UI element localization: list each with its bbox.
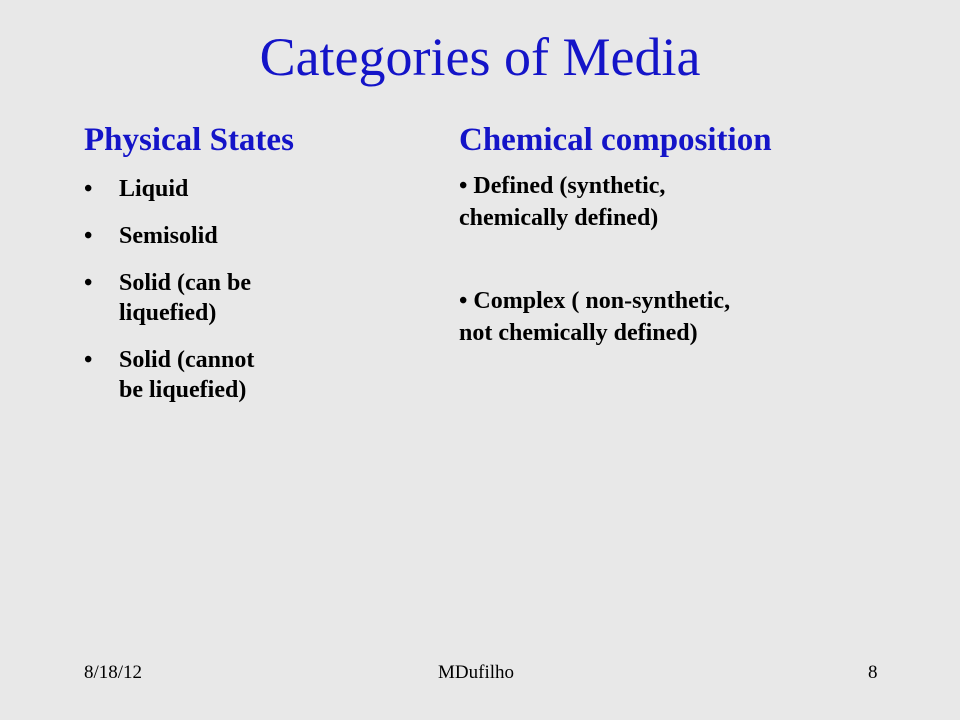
- list-item-label: Liquid: [119, 176, 189, 202]
- list-item-label: Complex ( non-synthetic,: [473, 288, 731, 314]
- physical-states-list: [84, 174, 324, 422]
- list-item-solid-non-liquefiable: [84, 345, 324, 405]
- bullet-icon: •: [84, 270, 93, 296]
- list-item-label-continued: be liquefied): [119, 377, 247, 403]
- list-item-semisolid: [84, 221, 324, 251]
- footer-date: 8/18/12: [84, 662, 143, 683]
- list-item-label-continued: liquefied): [119, 300, 217, 326]
- defined-media-item: [459, 170, 879, 234]
- footer-author: MDufilho: [438, 662, 514, 683]
- bullet-icon: •: [459, 288, 468, 314]
- list-item-label: Solid (can be: [119, 270, 252, 296]
- list-item-label-continued: not chemically defined): [459, 320, 698, 346]
- list-item-liquid: [84, 174, 324, 204]
- bullet-icon: •: [84, 223, 93, 249]
- list-item-label: Semisolid: [119, 223, 218, 249]
- bullet-icon: •: [84, 347, 93, 373]
- list-item-label: Defined (synthetic,: [473, 173, 666, 199]
- footer-page-number: 8: [868, 662, 878, 683]
- list-item-label: Solid (cannot: [119, 347, 255, 373]
- list-item-label-continued: chemically defined): [459, 205, 659, 231]
- physical-states-heading: Physical States: [84, 122, 294, 158]
- slide-title: Categories of Media: [259, 27, 701, 87]
- bullet-icon: •: [84, 176, 93, 202]
- bullet-icon: •: [459, 173, 468, 199]
- list-item-solid-liquefiable: [84, 268, 324, 328]
- chemical-composition-heading: Chemical composition: [459, 122, 772, 158]
- complex-media-item: [459, 285, 879, 349]
